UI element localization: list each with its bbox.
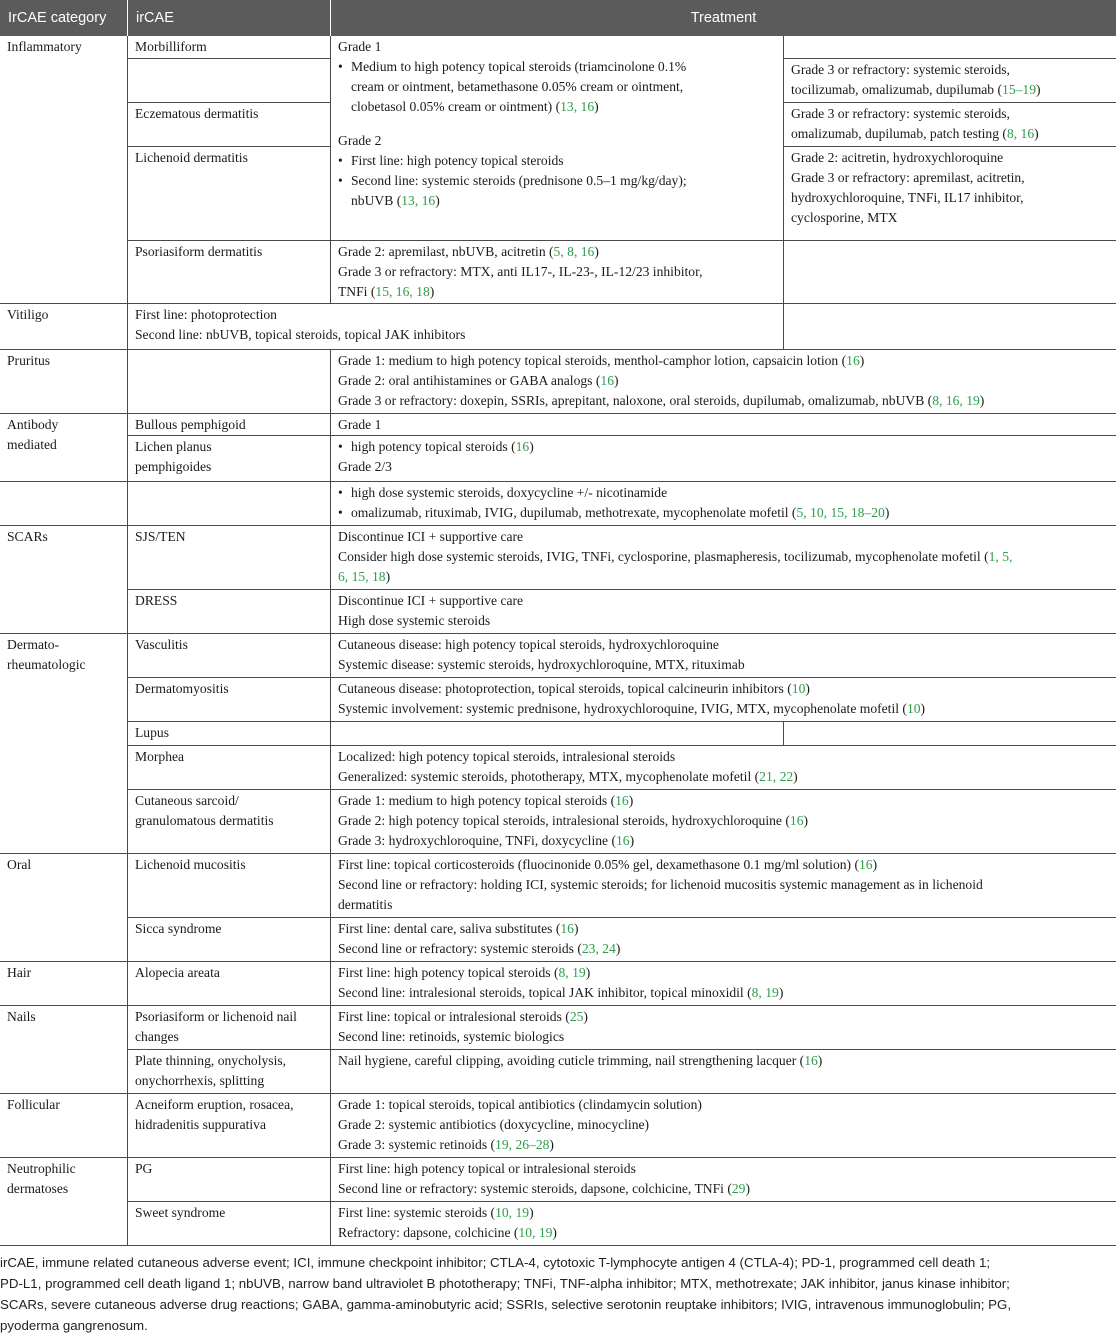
row-hair [0,962,1116,1006]
treatment-text: Grade 3 or refractory: systemic steroids, [791,106,1010,121]
ircae-label: hidradenitis suppurativa [135,1117,266,1132]
row-follicular [0,1094,1116,1158]
ircae-label: Cutaneous sarcoid/ [135,793,239,808]
ircae-cell-acneiform [128,1094,331,1158]
treatment-text: Second line or refractory: systemic steroids, dapsone, colchicine, TNFi ( [338,1181,732,1196]
citation-link[interactable]: 10 [791,681,806,696]
treatment-text: Grade 3 or refractory: apremilast, acitretin, [791,170,1025,185]
bullet-text: • Medium to high potency topical steroids (triamcinolone 0.1% [351,59,687,74]
citation-link[interactable]: 15, 16, 18 [375,284,430,299]
treatment-acneiform: Grade 1: topical steroids, topical antibiotics (clindamycin solution) Grade 2: systemic antibiotics (doxycycline, minocycline) Grade 3: systemic retinoids (19, 26–28) [331,1094,1116,1158]
treatment-text: Systemic involvement: systemic prednisone, hydroxychloroquine, IVIG, MTX, mycophenolate mofetil ( [338,701,907,716]
bullet-text: nbUVB ( [351,193,402,208]
table-header [0,0,1116,36]
treatment-right-morbilliform: Grade 3 or refractory: systemic steroids, tocilizumab, omalizumab, dupilumab (15–19) [784,59,1116,103]
category-label: Pruritus [7,353,51,368]
treatment-text: Grade 2: high potency topical steroids, intralesional steroids, hydroxychloroquine ( [338,813,790,828]
header-ircae-category: IrCAE category [0,0,127,36]
treatment-morphea: Localized: high potency topical steroids, intralesional steroids Generalized: systemic steroids, phototherapy, MTX, mycophenolate mofetil (21, 22) [331,746,1116,790]
treatment-right-lichenoid [784,147,1116,241]
bullet-text: omalizumab, rituximab, IVIG, dupilumab, methotrexate, mycophenolate mofetil ( [351,505,797,520]
ircae-label: Alopecia areata [135,965,220,980]
treatment-text: tocilizumab, omalizumab, dupilumab ( [791,82,1003,97]
category-label: Inflammatory [7,39,82,54]
treatment-text: dermatitis [338,897,393,912]
footnote-text: irCAE, immune related cutaneous adverse event; ICI, immune checkpoint inhibitor; CTLA-4, cytotoxic T-lymphocyte antigen 4 (CTLA-4); PD-1, programmed cell death 1; [0,1255,991,1270]
treatment-right-blank [784,241,1116,304]
ircae-cell-sjs-ten [128,526,331,590]
treatment-text: Grade 1: topical steroids, topical antibiotics (clindamycin solution) [338,1097,702,1112]
treatment-text: First line: high potency topical or intralesional steroids [338,1161,636,1176]
citation-link[interactable]: 16 [846,353,860,368]
treatment-bullet [338,151,776,171]
treatment-bullet: • omalizumab, rituximab, IVIG, dupilumab, methotrexate, mycophenolate mofetil (5, 10, 15, 18–20) [338,503,1109,523]
row-oral [0,854,1116,962]
treatment-nail-changes: First line: topical or intralesional steroids (25) Second line: retinoids, systemic biologics [331,1006,1116,1050]
citation-link[interactable]: 16 [560,921,574,936]
ircae-cell-nail-changes [128,1006,331,1050]
ircae-cell-morphea [128,746,331,790]
ircae-cell-eczematous [128,103,331,147]
treatment-text: Nail hygiene, careful clipping, avoiding cuticle trimming, nail strengthening lacquer ( [338,1053,805,1068]
ircae-label: Psoriasiform dermatitis [135,244,263,259]
ircae-cell-sweet [128,1202,331,1246]
ircae-label: onychorrhexis, splitting [135,1073,265,1088]
treatment-text: Systemic disease: systemic steroids, hydroxychloroquine, MTX, rituximab [338,657,745,672]
treatment-text: Second line or refractory: systemic steroids ( [338,941,582,956]
treatment-text: Generalized: systemic steroids, phototherapy, MTX, mycophenolate mofetil ( [338,769,760,784]
ircae-label: Lupus [135,725,169,740]
ircae-cell-morbilliform [128,36,331,59]
citation-link[interactable]: 16 [804,1053,818,1068]
row-dermato-rheumatologic [0,634,1116,854]
treatment-text: Grade 2: acitretin, hydroxychloroquine [791,150,1004,165]
ircae-label: Sicca syndrome [135,921,222,936]
ircae-label: Acneiform eruption, rosacea, [135,1097,294,1112]
ircae-cell-vasculitis [128,634,331,678]
ircae-label: PG [135,1161,153,1176]
category-label: Neutrophilic [7,1161,76,1176]
ircae-label: Lichenoid mucositis [135,857,246,872]
treatment-lichen-planus [331,436,1116,482]
bullet-text: • First line: high potency topical steroids [351,153,564,168]
treatment-text: Grade 3 or refractory: doxepin, SSRIs, aprepitant, naloxone, oral steroids, dupilumab, omalizumab, nbUVB ( [338,393,933,408]
citation-link[interactable]: 29 [731,1181,746,1196]
ircae-cell-alopecia [128,962,331,1006]
treatment-sjs-ten: Discontinue ICI + supportive care Consider high dose systemic steroids, IVIG, TNFi, cyclosporine, plasmapheresis, tocilizumab, mycophenolate mofetil (1, 5, 6, 15, 18) [331,526,1116,590]
bullet-text: clobetasol 0.05% cream or ointment) ( [351,99,561,114]
category-cell [0,526,128,634]
treatment-text: Discontinue ICI + supportive care [338,529,524,544]
category-label: mediated [7,437,57,452]
footnote-text: pyoderma gangrenosum. [0,1318,148,1333]
citation-link[interactable]: 15–19 [1002,82,1037,97]
ircae-cell-sicca [128,918,331,962]
category-label: Follicular [7,1097,60,1112]
citation-link[interactable]: 13, 16 [401,193,436,208]
treatment-pg: First line: high potency topical or intralesional steroids Second line or refractory: systemic steroids, dapsone, colchicine, TNFi (29) [331,1158,1116,1202]
bullet-text: high potency topical steroids ( [351,439,516,454]
treatment-text: Localized: high potency topical steroids, intralesional steroids [338,749,676,764]
category-label: Dermato- [7,637,60,652]
row-antibody-mediated [0,414,1116,526]
category-cell [0,1158,128,1246]
treatment-text: Second line or refractory: holding ICI, systemic steroids; for lichenoid mucositis systemic management as in lichenoid [338,877,983,892]
treatment-shared-grade1-2 [331,36,784,241]
category-label: Vitiligo [7,307,49,322]
treatment-vitiligo [128,304,784,350]
treatment-text: Grade 2: apremilast, nbUVB, acitretin ( [338,244,554,259]
ircae-cell-blank [128,59,331,103]
category-cell [0,854,128,962]
citation-link[interactable]: 16 [615,833,630,848]
ircae-label: SJS/TEN [135,529,186,544]
treatment-text: Grade 1: medium to high potency topical steroids ( [338,793,616,808]
treatment-right-eczematous: Grade 3 or refractory: systemic steroids, omalizumab, dupilumab, patch testing (8, 16) [784,103,1116,147]
treatment-right-blank [784,304,1116,350]
citation-link[interactable]: 10 [906,701,921,716]
ircae-label: Vasculitis [135,637,188,652]
category-label: SCARs [7,529,48,544]
ircae-cell-lupus [128,722,331,746]
ircae-cell-blank [128,350,331,414]
row-nails [0,1006,1116,1094]
treatment-bullous [331,414,1116,436]
grade-heading: Grade 1 [338,417,382,432]
category-cell-blank [0,482,128,526]
ircae-cell-psoriasiform [128,241,331,304]
treatment-text: Grade 3: hydroxychloroquine, TNFi, doxycycline ( [338,833,616,848]
category-cell [0,1094,128,1158]
citation-link[interactable]: 16 [615,793,629,808]
citation-link[interactable]: 25 [569,1009,584,1024]
grade-heading: Grade 2/3 [338,459,392,474]
row-inflammatory [0,36,1116,304]
treatment-bullet: • Medium to high potency topical steroids (triamcinolone 0.1% cream or ointment, betamethasone 0.05% cream or ointment, clobetasol 0.05% cream or ointment) (13, 16) [338,57,776,117]
treatment-antibody-grade23 [331,482,1116,526]
category-cell [0,414,128,482]
treatment-text: cyclosporine, MTX [791,210,898,225]
treatment-text: Second line: intralesional steroids, topical JAK inhibitor, topical minoxidil ( [338,985,752,1000]
category-cell [0,304,128,350]
treatment-text: Second line: nbUVB, topical steroids, topical JAK inhibitors [135,327,466,342]
treatment-psoriasiform: Grade 2: apremilast, nbUVB, acitretin (5, 8, 16) Grade 3 or refractory: MTX, anti IL17-, IL-23-, IL-12/23 inhibitor, TNFi (15, 16, 18) [331,241,784,304]
category-label: Antibody [7,417,59,432]
citation-link[interactable]: 5, 8, 16 [553,244,595,259]
treatment-text: omalizumab, dupilumab, patch testing ( [791,126,1007,141]
treatment-text: hydroxychloroquine, TNFi, IL17 inhibitor, [791,190,1024,205]
treatment-dermatomyositis: Cutaneous disease: photoprotection, topical steroids, topical calcineurin inhibitors (10) Systemic involvement: systemic prednisone, hydroxychloroquine, IVIG, MTX, mycophenolate mofetil (10) [331,678,1116,722]
treatment-text: First line: systemic steroids ( [338,1205,496,1220]
ircae-cell-lichen-planus [128,436,331,482]
row-vitiligo [0,304,1116,350]
citation-link[interactable]: 8, 19 [751,985,779,1000]
ircae-label: granulomatous dermatitis [135,813,274,828]
treatment-text: Second line: retinoids, systemic biologics [338,1029,565,1044]
treatment-text: Grade 3 or refractory: systemic steroids, [791,62,1010,77]
treatment-text: Cutaneous disease: photoprotection, topical steroids, topical calcineurin inhibitors ( [338,681,792,696]
citation-link[interactable]: 10, 19 [495,1205,530,1220]
ircae-cell-dress [128,590,331,634]
citation-link[interactable]: 16 [515,439,530,454]
citation-link[interactable]: 8, 16, 19 [932,393,980,408]
footnote-text: SCARs, severe cutaneous adverse drug reactions; GABA, gamma-aminobutyric acid; SSRIs, selective serotonin reuptake inhibitors; IVIG, intravenous immunoglobulin; PG, [0,1297,1012,1312]
row-neutrophilic-dermatoses [0,1158,1116,1246]
treatment-sweet: First line: systemic steroids (10, 19) Refractory: dapsone, colchicine (10, 19) [331,1202,1116,1246]
category-label: rheumatologic [7,657,86,672]
citation-link[interactable]: 19, 26–28 [495,1137,550,1152]
treatment-text: Discontinue ICI + supportive care [338,593,524,608]
row-pruritus [0,350,1116,414]
treatment-plate-thinning: Nail hygiene, careful clipping, avoiding cuticle trimming, nail strengthening lacquer (16) [331,1050,1116,1094]
treatment-text: Grade 3 or refractory: MTX, anti IL17-, IL-23-, IL-12/23 inhibitor, [338,264,703,279]
treatment-bullet: • high potency topical steroids (16) [338,437,1109,457]
treatment-text: First line: high potency topical steroids ( [338,965,559,980]
treatment-text: First line: topical corticosteroids (fluocinonide 0.05% gel, dexamethasone 0.1 mg/ml solution) ( [338,857,859,872]
ircae-label: Bullous pemphigoid [135,417,246,432]
ircae-label: DRESS [135,593,178,608]
category-cell [0,634,128,854]
ircae-cell-bullous [128,414,331,436]
category-cell [0,1006,128,1094]
citation-link[interactable]: 16 [789,813,804,828]
grade-heading: Grade 1 [338,39,382,54]
treatment-text: Grade 3: systemic retinoids ( [338,1137,496,1152]
citation-link[interactable]: 16 [600,373,614,388]
citation-link[interactable]: 5, 10, 15, 18–20 [796,505,885,520]
ircae-label: Sweet syndrome [135,1205,226,1220]
treatment-text: Grade 1: medium to high potency topical steroids, menthol-camphor lotion, capsaicin lotion ( [338,353,847,368]
citation-link[interactable]: 10, 19 [518,1225,553,1240]
category-label: Nails [7,1009,36,1024]
category-cell [0,350,128,414]
ircae-cell-cutaneous-sarcoid [128,790,331,854]
ircae-cell-plate-thinning [128,1050,331,1094]
treatment-text: Consider high dose systemic steroids, IVIG, TNFi, cyclosporine, plasmapheresis, tocilizumab, mycophenolate mofetil ( [338,549,989,564]
footnote-text: PD-L1, programmed cell death ligand 1; nbUVB, narrow band ultraviolet B phototherapy; TNFi, TNF-alpha inhibitor; MTX, methotrexate; JAK inhibitor, janus kinase inhibitor; [0,1276,1010,1291]
ircae-label: Lichen planus [135,439,212,454]
treatment-alopecia: First line: high potency topical steroids (8, 19) Second line: intralesional steroids, topical JAK inhibitor, topical minoxidil (8, 19) [331,962,1116,1006]
ircae-label: Lichenoid dermatitis [135,150,248,165]
ircae-label: Psoriasiform or lichenoid nail [135,1009,297,1024]
treatment-text: TNFi ( [338,284,376,299]
category-label: Hair [7,965,32,980]
treatment-text: Cutaneous disease: high potency topical steroids, hydroxychloroquine [338,637,719,652]
treatment-vasculitis [331,634,1116,678]
citation-link[interactable]: 21, 22 [759,769,794,784]
ircae-label: Dermatomyositis [135,681,229,696]
category-label: Oral [7,857,32,872]
ircae-cell-pg [128,1158,331,1202]
treatment-cutaneous-sarcoid: Grade 1: medium to high potency topical steroids (16) Grade 2: high potency topical steroids, intralesional steroids, hydroxychloroquine (16) Grade 3: hydroxychloroquine, TNFi, doxycycline (16) [331,790,1116,854]
ircae-label: Morbilliform [135,39,207,54]
row-scars [0,526,1116,634]
citation-link[interactable]: 13, 16 [560,99,595,114]
treatment-lichenoid-mucositis: First line: topical corticosteroids (fluocinonide 0.05% gel, dexamethasone 0.1 mg/ml solution) (16) Second line or refractory: holding ICI, systemic steroids; for lichenoid mucositis systemic management as in lichenoid dermatitis [331,854,1116,918]
treatment-text: Refractory: dapsone, colchicine ( [338,1225,519,1240]
category-label: dermatoses [7,1181,69,1196]
bullet-text: cream or ointment, betamethasone 0.05% cream or ointment, [351,79,684,94]
treatment-text: High dose systemic steroids [338,613,491,628]
ircae-label: Plate thinning, onycholysis, [135,1053,287,1068]
ircae-label: pemphigoides [135,459,212,474]
treatment-text: First line: dental care, saliva substitutes ( [338,921,561,936]
bullet-text: • Second line: systemic steroids (prednisone 0.5–1 mg/kg/day); [351,173,687,188]
bullet-text: • high dose systemic steroids, doxycycline +/- nicotinamide [351,485,668,500]
citation-link[interactable]: 16 [859,857,873,872]
treatment-lupus-blank [331,722,784,746]
citation-link[interactable]: 1, 5, [988,549,1013,564]
treatment-bullet [338,483,1109,503]
citation-link[interactable]: 23, 24 [581,941,616,956]
ircae-label: Eczematous dermatitis [135,106,259,121]
treatment-pruritus: Grade 1: medium to high potency topical steroids, menthol-camphor lotion, capsaicin lotion (16) Grade 2: oral antihistamines or GABA analogs (16) Grade 3 or refractory: doxepin, SSRIs, aprepitant, naloxone, oral steroids, dupilumab, omalizumab, nbUVB (8, 16, 19) [331,350,1116,414]
treatment-dress [331,590,1116,634]
treatment-right-blank [784,36,1116,59]
ircae-cell-dermatomyositis [128,678,331,722]
category-cell [0,962,128,1006]
header-ircae: irCAE [128,0,330,36]
treatment-bullet: • Second line: systemic steroids (prednisone 0.5–1 mg/kg/day); nbUVB (13, 16) [338,171,776,211]
header-treatment: Treatment [331,0,1116,36]
category-cell [0,36,128,304]
treatment-text: First line: photoprotection [135,307,277,322]
treatment-text: Grade 2: oral antihistamines or GABA analogs ( [338,373,601,388]
ircae-cell-lichenoid-mucositis [128,854,331,918]
treatment-right-blank [784,722,1116,746]
table-footnote [0,1252,1116,1336]
citation-link[interactable]: 8, 19 [558,965,586,980]
treatment-sicca: First line: dental care, saliva substitutes (16) Second line or refractory: systemic steroids (23, 24) [331,918,1116,962]
treatment-text: First line: topical or intralesional steroids ( [338,1009,570,1024]
ircae-cell-lichenoid [128,147,331,241]
treatment-text: Grade 2: systemic antibiotics (doxycycline, minocycline) [338,1117,650,1132]
ircae-label: changes [135,1029,179,1044]
ircae-cell-blank [128,482,331,526]
ircae-label: Morphea [135,749,185,764]
citation-link[interactable]: 6, 15, 18 [338,569,386,584]
citation-link[interactable]: 8, 16 [1006,126,1035,141]
grade-heading: Grade 2 [338,133,382,148]
